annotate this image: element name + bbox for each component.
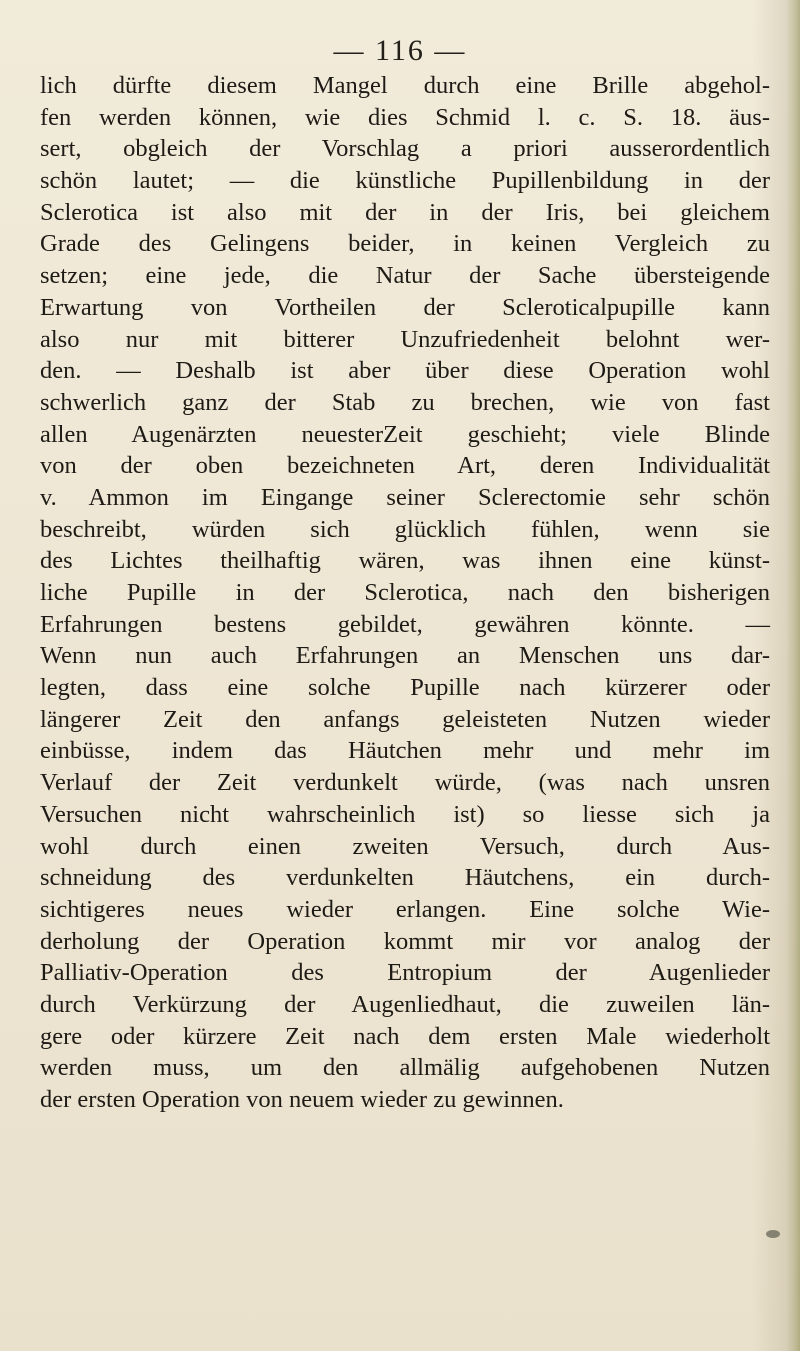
- text-line: liche Pupille in der Sclerotica, nach den bisherigen: [40, 579, 770, 606]
- text-line: Sclerotica ist also mit der in der Iris, bei gleichem: [40, 198, 770, 226]
- text-line: Erfahrungen bestens gebildet, gewähren könnte. —: [40, 610, 770, 638]
- text-line: sichtigeres neues wieder erlangen. Eine solche Wie-: [40, 895, 770, 923]
- text-line: schwerlich ganz der Stab zu brechen, wie von fast: [40, 388, 770, 416]
- text-line: derholung der Operation kommt mir vor analog der: [40, 927, 770, 955]
- text-line: sert, obgleich der Vorschlag a priori ausserordentlich: [40, 135, 770, 163]
- text-line: beschreibt, würden sich glücklich fühlen, wenn sie: [40, 515, 770, 543]
- text-line: längerer Zeit den anfangs geleisteten Nutzen wieder: [40, 705, 770, 733]
- text-line: fen werden können, wie dies Schmid l. c. S. 18. äus-: [40, 103, 770, 131]
- text-line: einbüsse, indem das Häutchen mehr und mehr im: [40, 737, 770, 765]
- text-line: Versuchen nicht wahrscheinlich ist) so liesse sich ja: [40, 800, 770, 828]
- page-edge-shadow: [786, 0, 800, 1351]
- text-line: legten, dass eine solche Pupille nach kürzerer oder: [40, 674, 770, 702]
- text-line: den. — Deshalb ist aber über diese Operation wohl: [40, 357, 770, 385]
- text-line: Grade des Gelingens beider, in keinen Vergleich zu: [40, 230, 770, 258]
- text-line: gere oder kürzere Zeit nach dem ersten Male wiederholt: [40, 1022, 770, 1050]
- text-line: Verlauf der Zeit verdunkelt würde, (was nach unsren: [40, 769, 770, 797]
- ink-smudge: [766, 1230, 780, 1238]
- text-line: Wenn nun auch Erfahrungen an Menschen uns dar-: [40, 642, 770, 670]
- text-line: allen Augenärzten neuesterZeit geschieht; viele Blinde: [40, 420, 770, 448]
- text-line: lich dürfte diesem Mangel durch eine Brille abgehol-: [40, 72, 770, 99]
- text-line: schneidung des verdunkelten Häutchens, ein durch-: [40, 864, 770, 892]
- text-line: Palliativ-Operation des Entropium der Augenlieder: [40, 959, 770, 987]
- text-line: durch Verkürzung der Augenliedhaut, die zuweilen län-: [40, 990, 770, 1018]
- text-line: werden muss, um den allmälig aufgehobenen Nutzen: [40, 1054, 770, 1082]
- page-number-header: — 116 —: [333, 34, 467, 67]
- text-line: v. Ammon im Eingange seiner Sclerectomie sehr schön: [40, 483, 770, 511]
- text-line: des Lichtes theilhaftig wären, was ihnen eine künst-: [40, 547, 770, 575]
- body-text: [40, 70, 770, 1116]
- text-line: schön lautet; — die künstliche Pupillenbildung in der: [40, 167, 770, 195]
- text-line: setzen; eine jede, die Natur der Sache übersteigende: [40, 262, 770, 290]
- text-line: von der oben bezeichneten Art, deren Individualität: [40, 452, 770, 480]
- text-line: also nur mit bitterer Unzufriedenheit belohnt wer-: [40, 325, 770, 353]
- text-line: Erwartung von Vortheilen der Scleroticalpupille kann: [40, 293, 770, 321]
- text-line: wohl durch einen zweiten Versuch, durch Aus-: [40, 832, 770, 860]
- text-line: der ersten Operation von neuem wieder zu gewinnen.: [40, 1086, 564, 1113]
